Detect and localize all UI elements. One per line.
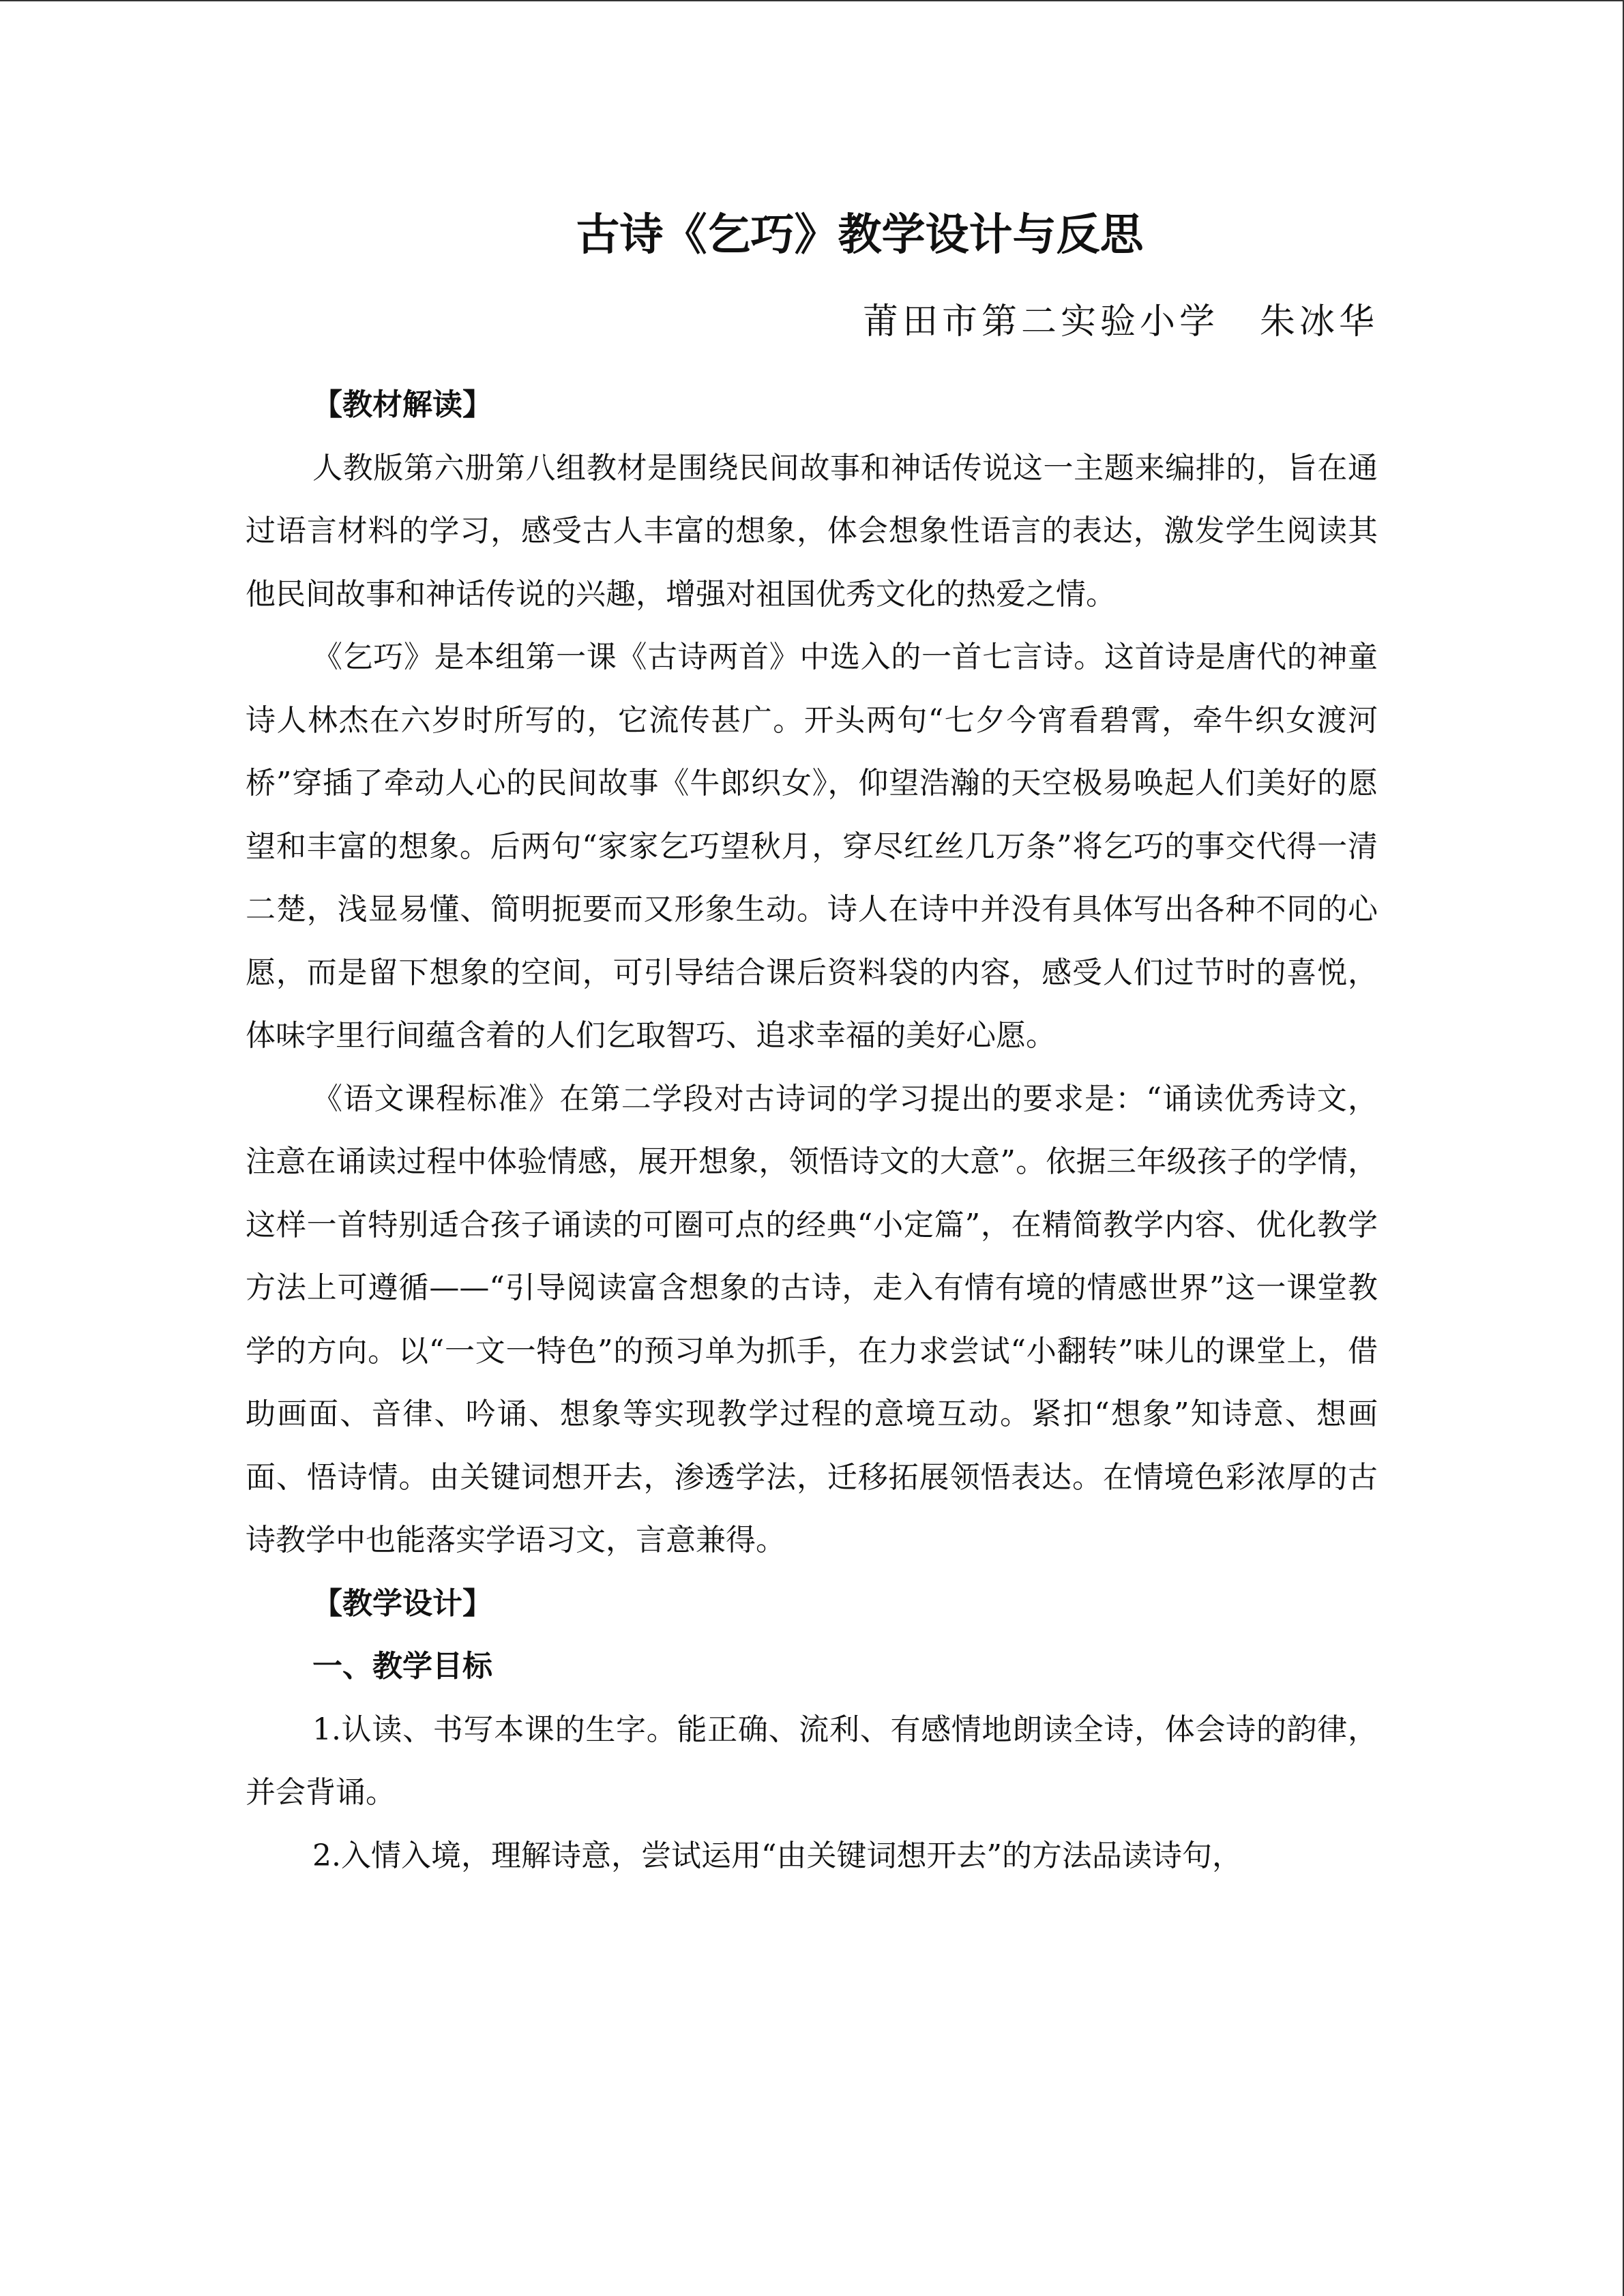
document-body xyxy=(246,374,1378,1888)
author-school: 莆田市第二实验小学 xyxy=(862,301,1219,342)
goal-item-1: 1.认读、书写本课的生字。能正确、流利、有感情地朗读全诗，体会诗的韵律，并会背诵。 xyxy=(246,1712,1378,1810)
paragraph-3: 《语文课程标准》在第二学段对古诗词的学习提出的要求是：“诵读优秀诗文，注意在诵读过程中体验情感，展开想象，领悟诗文的大意”。依据三年级孩子的学情，这样一首特别适合孩子诵读的可圈可点的经典“小定篇”，在精简教学内容、优化教学方法上可遵循——“引导阅读富含想象的古诗，走入有情有境的情感世界”这一课堂教学的方向。以“一文一特色”的预习单为抓手，在力求尝试“小翻转”味儿的课堂上，借助画面、音律、吟诵、想象等实现教学过程的意境互动。紧扣“想象”知诗意、想画面、悟诗情。由关键词想开去，渗透学法，迁移拓展领悟表达。在情境色彩浓厚的古诗教学中也能落实学语习文，言意兼得。 xyxy=(246,1081,1378,1557)
section-heading-design: 【教学设计】 xyxy=(312,1585,492,1621)
subsection-heading-goals: 一、教学目标 xyxy=(312,1649,492,1684)
goal-item-2: 2.入情入境，理解诗意，尝试运用“由关键词想开去”的方法品读诗句， xyxy=(312,1838,1242,1873)
paragraph-1: 人教版第六册第八组教材是围绕民间故事和神话传说这一主题来编排的，旨在通过语言材料的学习，感受古人丰富的想象，体会想象性语言的表达，激发学生阅读其他民间故事和神话传说的兴趣，增强对祖国优秀文化的热爱之情。 xyxy=(246,450,1378,612)
page-top-border xyxy=(0,0,1623,1)
paragraph-2: 《乞巧》是本组第一课《古诗两首》中选入的一首七言诗。这首诗是唐代的神童诗人林杰在六岁时所写的，它流传甚广。开头两句“七夕今宵看碧霄，牵牛织女渡河桥”穿插了牵动人心的民间故事《牛郎织女》，仰望浩瀚的天空极易唤起人们美好的愿望和丰富的想象。后两句“家家乞巧望秋月，穿尽红丝几万条”将乞巧的事交代得一清二楚，浅显易懂、简明扼要而又形象生动。诗人在诗中并没有具体写出各种不同的心愿，而是留下想象的空间，可引导结合课后资料袋的内容，感受人们过节时的喜悦，体味字里行间蕴含着的人们乞取智巧、追求幸福的美好心愿。 xyxy=(246,640,1378,1053)
author-line xyxy=(863,295,1378,349)
document-title: 古诗《乞巧》教学设计与反思 xyxy=(576,210,1144,260)
section-heading-reading: 【教材解读】 xyxy=(312,387,492,422)
author-name: 朱冰华 xyxy=(1259,301,1378,342)
